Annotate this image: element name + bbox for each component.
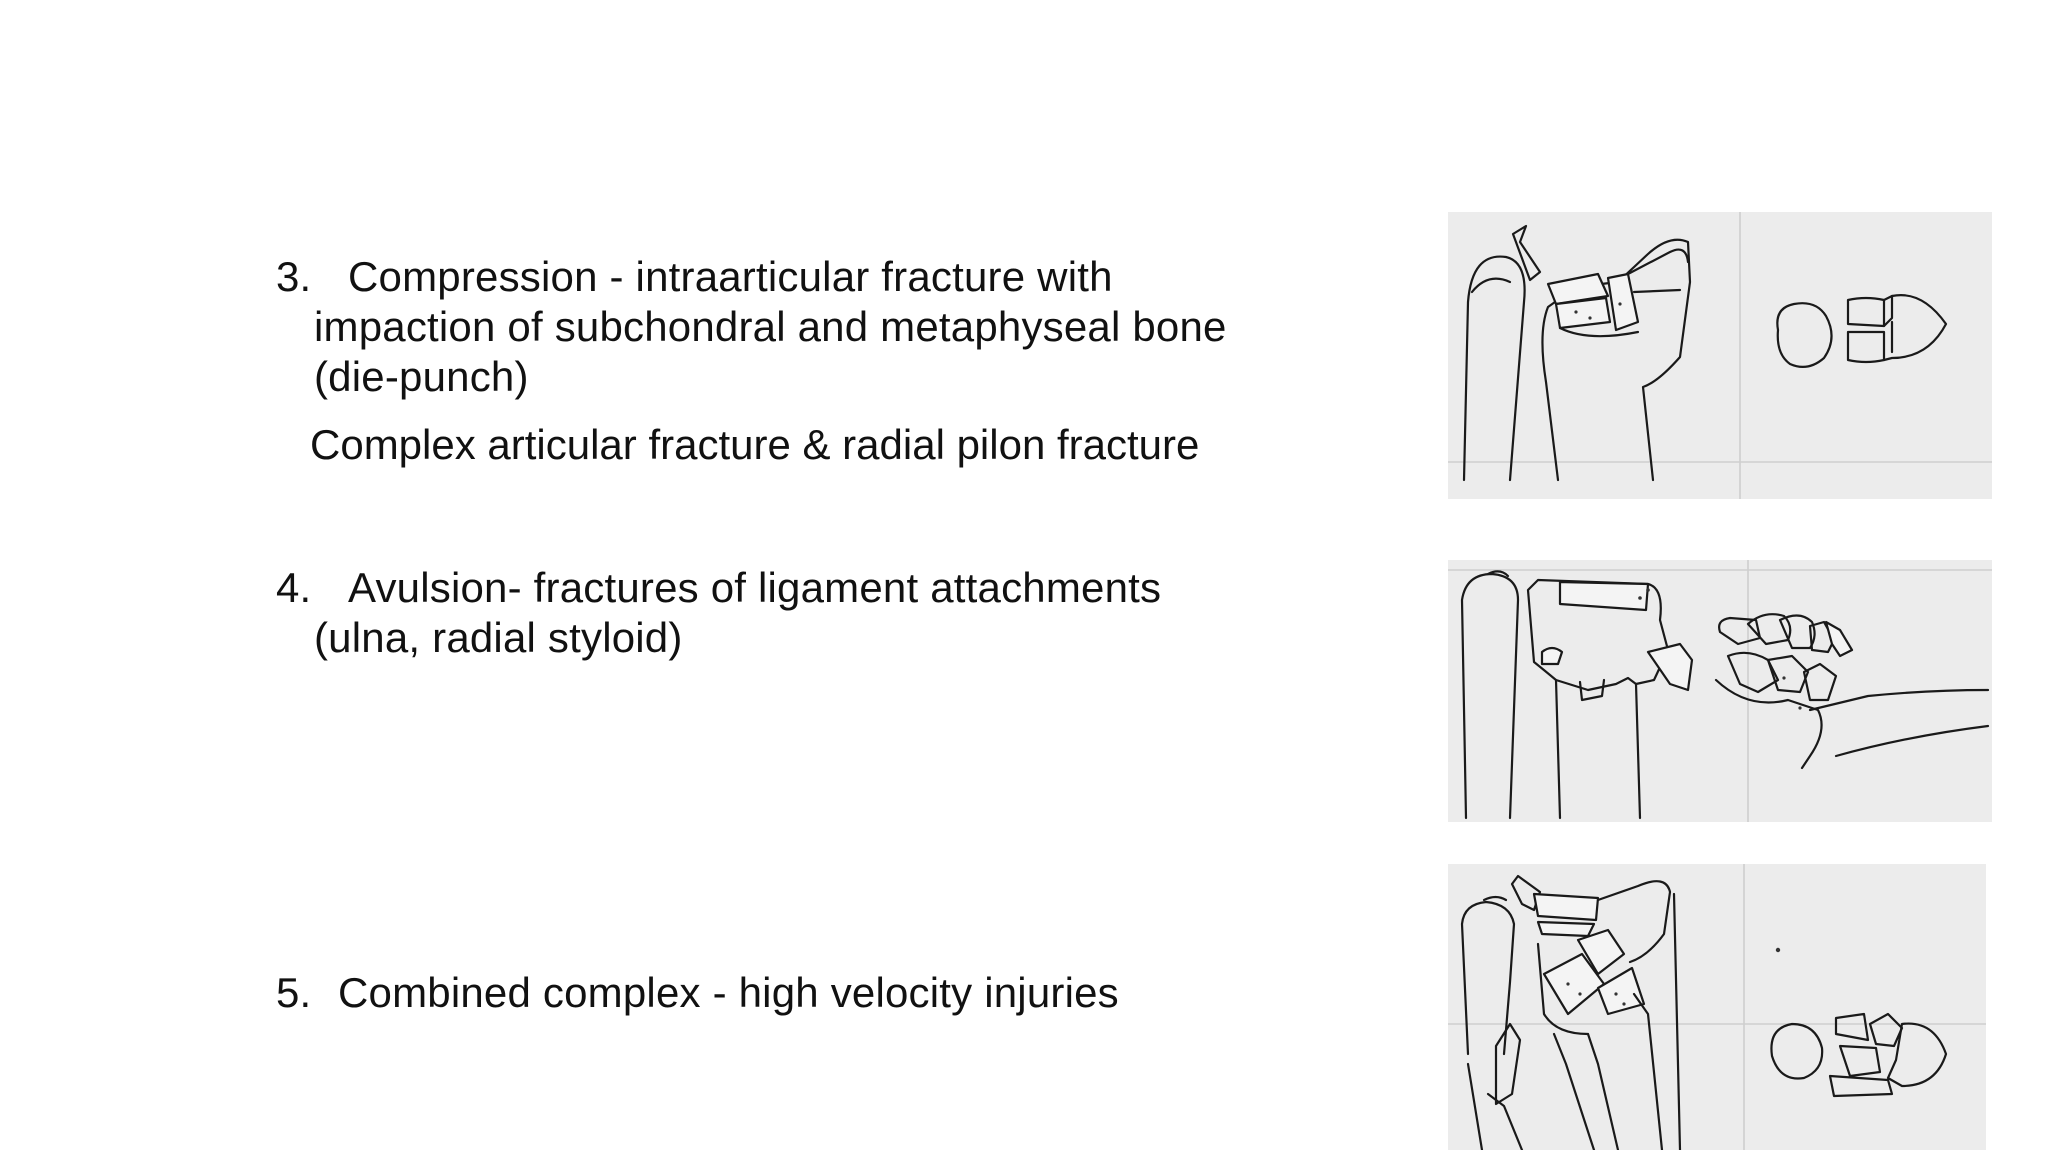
item-text-line: Compression - intraarticular fracture with xyxy=(348,253,1113,300)
item-text-line: Combined complex - high velocity injuries xyxy=(338,969,1119,1016)
item-number: 3. xyxy=(276,253,312,300)
compression-fracture-illustration xyxy=(1448,212,1992,499)
bone-drawing xyxy=(1448,212,1992,499)
item-text-line: (ulna, radial styloid) xyxy=(314,614,683,661)
item-subtext: Complex articular fracture & radial pilon fracture xyxy=(310,421,1200,468)
item-text-line: Avulsion- fractures of ligament attachments xyxy=(348,564,1162,611)
bone-drawing xyxy=(1448,560,1992,822)
combined-complex-fracture-illustration xyxy=(1448,864,1986,1150)
list-item-combined-complex xyxy=(276,968,1119,1018)
item-number: 5. xyxy=(276,969,312,1016)
item-text-line: (die-punch) xyxy=(314,353,529,400)
bone-drawing xyxy=(1448,864,1986,1150)
list-item-avulsion xyxy=(276,563,1161,663)
list-item-compression xyxy=(276,252,1227,402)
item-text-line: impaction of subchondral and metaphyseal bone xyxy=(314,303,1227,350)
avulsion-fracture-illustration xyxy=(1448,560,1992,822)
item-number: 4. xyxy=(276,564,312,611)
